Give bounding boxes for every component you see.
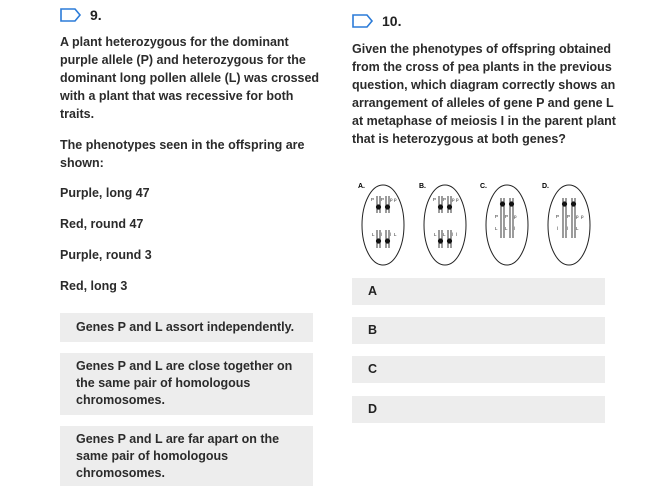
allele-label: l — [390, 232, 391, 237]
diagram-label: D. — [542, 183, 549, 190]
q10-option-b[interactable] — [352, 317, 605, 344]
flag-icon[interactable] — [60, 8, 82, 22]
question-number: 9. — [90, 7, 102, 23]
allele-label: P — [443, 197, 447, 202]
allele-label: P — [495, 214, 499, 219]
diagram-label: A. — [358, 183, 365, 190]
flag-icon[interactable] — [352, 14, 374, 28]
allele-label: p — [456, 197, 459, 202]
allele-label: l — [456, 232, 457, 237]
allele-label: L — [495, 226, 498, 231]
option-label: Genes P and L are far apart on the same pair of homologous chromosomes. — [76, 432, 280, 480]
question-9-header — [60, 7, 102, 23]
option-label: Genes P and L assort independently. — [76, 320, 295, 334]
phenotype-item: Red, round 47 — [60, 217, 144, 231]
allele-label: L — [576, 226, 579, 231]
option-label: B — [368, 323, 378, 337]
diagram-label: B. — [419, 183, 426, 190]
allele-label: l — [381, 232, 382, 237]
allele-label: P — [381, 197, 385, 202]
allele-label: P — [567, 214, 571, 219]
question-9-prompt: A plant heterozygous for the dominant purple allele (P) and heterozygous for the dominant long pollen allele (L) was crossed with a plant that was recessive for both traits. — [60, 35, 320, 121]
question-number: 10. — [382, 13, 402, 29]
allele-label: P — [371, 197, 375, 202]
option-label: C — [368, 362, 378, 376]
phenotype-item: Red, long 3 — [60, 279, 128, 293]
allele-label: p — [576, 214, 579, 219]
allele-label: L — [434, 232, 437, 237]
allele-label: L — [505, 226, 508, 231]
allele-label: p — [390, 197, 393, 202]
allele-label: P — [505, 214, 509, 219]
allele-label: p — [514, 214, 517, 219]
allele-label: p — [452, 197, 455, 202]
diagram-label: C. — [480, 183, 487, 190]
phenotype-intro: The phenotypes seen in the offspring are shown: — [60, 138, 305, 170]
phenotype-item: Purple, round 3 — [60, 248, 152, 262]
meiosis-diagram — [352, 178, 612, 268]
allele-label: l — [557, 226, 558, 231]
allele-label: L — [443, 232, 446, 237]
q10-option-a[interactable] — [352, 278, 605, 305]
q10-option-c[interactable] — [352, 356, 605, 383]
cell-c[interactable] — [486, 185, 528, 265]
allele-label: L — [394, 232, 397, 237]
q9-option-3[interactable] — [60, 426, 313, 486]
phenotype-item: Purple, long 47 — [60, 186, 150, 200]
allele-label: p — [394, 197, 397, 202]
cell-d[interactable] — [548, 185, 590, 265]
allele-label: L — [372, 232, 375, 237]
question-10-prompt: Given the phenotypes of offspring obtained from the cross of pea plants in the previous question, which diagram correctly shows an arrangement of alleles of gene P and gene L at metaphase of meiosis I in the parent plant that is heterozygous at both genes? — [352, 42, 616, 146]
allele-label: p — [581, 214, 584, 219]
option-label: A — [368, 284, 378, 298]
allele-label: l — [452, 232, 453, 237]
q9-option-1[interactable] — [60, 313, 313, 342]
q10-option-d[interactable] — [352, 396, 605, 423]
allele-label: l — [514, 226, 515, 231]
option-label: D — [368, 402, 378, 416]
option-label: Genes P and L are close together on the same pair of homologous chromosomes. — [76, 359, 293, 407]
allele-label: l — [567, 226, 568, 231]
q9-option-2[interactable] — [60, 353, 313, 415]
allele-label: P — [556, 214, 560, 219]
allele-label: P — [433, 197, 437, 202]
question-10-header — [352, 13, 401, 29]
